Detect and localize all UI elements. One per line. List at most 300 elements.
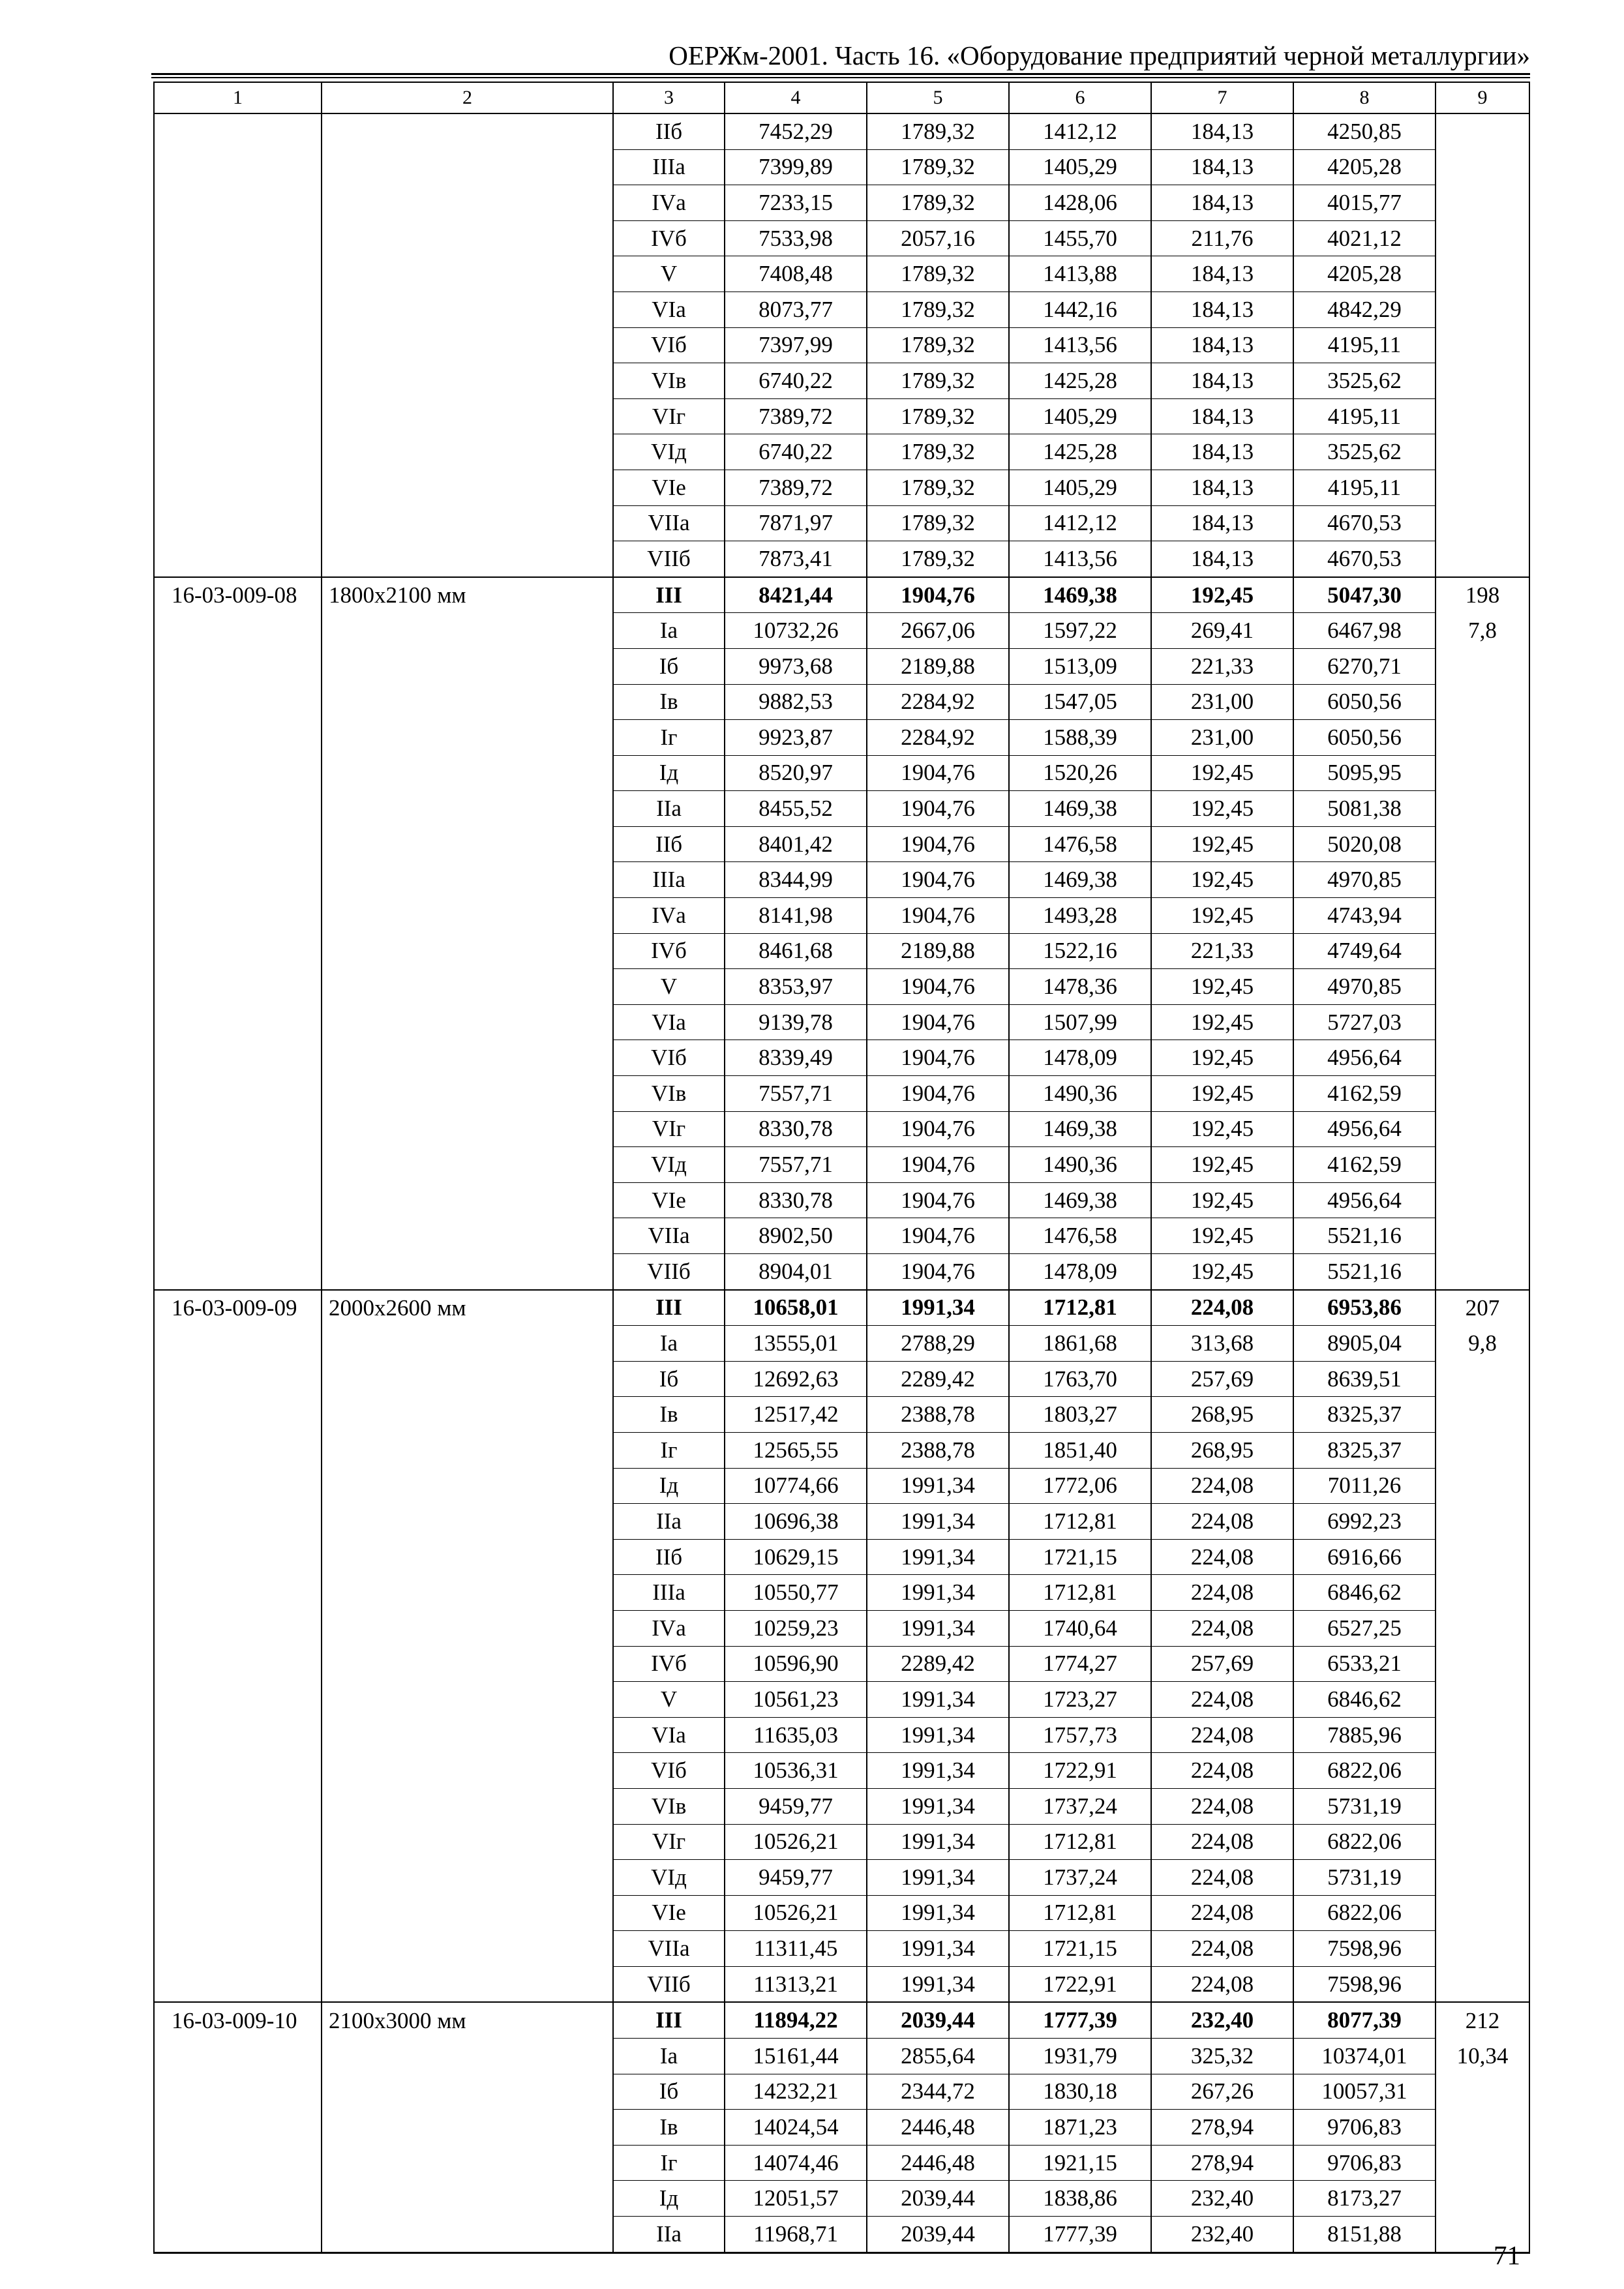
value-cell: 1904,76 bbox=[867, 826, 1009, 862]
code-cell bbox=[154, 898, 322, 934]
table-row bbox=[154, 648, 1529, 684]
value-cell: 7389,72 bbox=[725, 470, 867, 505]
zone-cell: VIIб bbox=[613, 541, 725, 577]
code-cell bbox=[154, 1432, 322, 1468]
value-cell: 1722,91 bbox=[1009, 1753, 1151, 1789]
value-cell: 6846,62 bbox=[1293, 1575, 1436, 1611]
value-cell: 4250,85 bbox=[1293, 113, 1436, 149]
table-row bbox=[154, 149, 1529, 185]
value-cell: 1991,34 bbox=[867, 1895, 1009, 1931]
size-cell bbox=[322, 220, 613, 256]
table-row bbox=[154, 2074, 1529, 2110]
col9-cell bbox=[1436, 1468, 1529, 1504]
value-cell: 1469,38 bbox=[1009, 577, 1151, 613]
table-row bbox=[154, 1182, 1529, 1218]
table-row bbox=[154, 898, 1529, 934]
value-cell: 192,45 bbox=[1151, 969, 1293, 1005]
value-cell: 1991,34 bbox=[867, 1824, 1009, 1860]
col9-cell bbox=[1436, 684, 1529, 720]
col9-cell bbox=[1436, 1504, 1529, 1540]
size-cell bbox=[322, 648, 613, 684]
column-number: 8 bbox=[1293, 82, 1436, 113]
table-row bbox=[154, 1397, 1529, 1433]
value-cell: 1861,68 bbox=[1009, 1326, 1151, 1362]
code-cell bbox=[154, 505, 322, 541]
col9-cell bbox=[1436, 292, 1529, 327]
col9-cell bbox=[1436, 185, 1529, 221]
value-cell: 1757,73 bbox=[1009, 1717, 1151, 1753]
value-cell: 7871,97 bbox=[725, 505, 867, 541]
code-cell bbox=[154, 185, 322, 221]
table-row bbox=[154, 1682, 1529, 1718]
code-cell bbox=[154, 541, 322, 577]
col9-cell: 212 bbox=[1436, 2002, 1529, 2038]
col9-cell bbox=[1436, 898, 1529, 934]
col9-cell: 9,8 bbox=[1436, 1326, 1529, 1362]
value-cell: 10526,21 bbox=[725, 1895, 867, 1931]
zone-cell: VIг bbox=[613, 398, 725, 434]
zone-cell: V bbox=[613, 1682, 725, 1718]
value-cell: 1774,27 bbox=[1009, 1646, 1151, 1682]
size-cell bbox=[322, 1824, 613, 1860]
code-cell bbox=[154, 1966, 322, 2002]
col9-cell bbox=[1436, 826, 1529, 862]
zone-cell: VIа bbox=[613, 1004, 725, 1040]
size-cell bbox=[322, 1610, 613, 1646]
rates-table bbox=[153, 82, 1530, 2254]
table-row bbox=[154, 220, 1529, 256]
table-row bbox=[154, 434, 1529, 470]
value-cell: 5020,08 bbox=[1293, 826, 1436, 862]
table-row bbox=[154, 1040, 1529, 1076]
size-cell bbox=[322, 327, 613, 363]
value-cell: 268,95 bbox=[1151, 1432, 1293, 1468]
value-cell: 4021,12 bbox=[1293, 220, 1436, 256]
value-cell: 192,45 bbox=[1151, 1076, 1293, 1112]
size-cell bbox=[322, 434, 613, 470]
value-cell: 1493,28 bbox=[1009, 898, 1151, 934]
zone-cell: IIа bbox=[613, 1504, 725, 1540]
code-cell bbox=[154, 220, 322, 256]
value-cell: 1991,34 bbox=[867, 1717, 1009, 1753]
value-cell: 1712,81 bbox=[1009, 1504, 1151, 1540]
code-cell bbox=[154, 1397, 322, 1433]
table-row bbox=[154, 1290, 1529, 1326]
value-cell: 9923,87 bbox=[725, 720, 867, 756]
value-cell: 1789,32 bbox=[867, 292, 1009, 327]
value-cell: 1413,56 bbox=[1009, 327, 1151, 363]
value-cell: 192,45 bbox=[1151, 1111, 1293, 1147]
value-cell: 2039,44 bbox=[867, 2217, 1009, 2253]
value-cell: 1904,76 bbox=[867, 1040, 1009, 1076]
value-cell: 7598,96 bbox=[1293, 1931, 1436, 1967]
code-cell bbox=[154, 755, 322, 791]
value-cell: 1904,76 bbox=[867, 1254, 1009, 1290]
value-cell: 184,13 bbox=[1151, 292, 1293, 327]
col9-cell bbox=[1436, 1147, 1529, 1183]
value-cell: 4195,11 bbox=[1293, 398, 1436, 434]
code-cell bbox=[154, 149, 322, 185]
value-cell: 8902,50 bbox=[725, 1218, 867, 1254]
value-cell: 1830,18 bbox=[1009, 2074, 1151, 2110]
table-row bbox=[154, 1468, 1529, 1504]
value-cell: 1522,16 bbox=[1009, 933, 1151, 969]
code-cell bbox=[154, 1646, 322, 1682]
table-row bbox=[154, 684, 1529, 720]
zone-cell: VIд bbox=[613, 1860, 725, 1896]
value-cell: 221,33 bbox=[1151, 648, 1293, 684]
size-cell bbox=[322, 398, 613, 434]
value-cell: 8141,98 bbox=[725, 898, 867, 934]
zone-cell: Iб bbox=[613, 2074, 725, 2110]
value-cell: 6050,56 bbox=[1293, 684, 1436, 720]
value-cell: 9973,68 bbox=[725, 648, 867, 684]
value-cell: 1789,32 bbox=[867, 363, 1009, 399]
value-cell: 1712,81 bbox=[1009, 1824, 1151, 1860]
code-cell bbox=[154, 1004, 322, 1040]
value-cell: 6846,62 bbox=[1293, 1682, 1436, 1718]
col9-cell bbox=[1436, 1218, 1529, 1254]
value-cell: 4956,64 bbox=[1293, 1111, 1436, 1147]
col9-cell bbox=[1436, 1788, 1529, 1824]
size-cell bbox=[322, 2110, 613, 2146]
value-cell: 8639,51 bbox=[1293, 1361, 1436, 1397]
code-cell bbox=[154, 292, 322, 327]
table-row bbox=[154, 1966, 1529, 2002]
value-cell: 1469,38 bbox=[1009, 1111, 1151, 1147]
value-cell: 1712,81 bbox=[1009, 1290, 1151, 1326]
value-cell: 232,40 bbox=[1151, 2181, 1293, 2217]
table-body bbox=[154, 82, 1529, 2252]
size-cell bbox=[322, 541, 613, 577]
value-cell: 8520,97 bbox=[725, 755, 867, 791]
value-cell: 224,08 bbox=[1151, 1931, 1293, 1967]
value-cell: 1412,12 bbox=[1009, 505, 1151, 541]
zone-cell: III bbox=[613, 577, 725, 613]
zone-cell: IVа bbox=[613, 185, 725, 221]
code-cell bbox=[154, 1575, 322, 1611]
size-cell bbox=[322, 1254, 613, 1290]
zone-cell: V bbox=[613, 256, 725, 292]
col9-cell bbox=[1436, 933, 1529, 969]
value-cell: 221,33 bbox=[1151, 933, 1293, 969]
col9-cell bbox=[1436, 256, 1529, 292]
value-cell: 1991,34 bbox=[867, 1682, 1009, 1718]
value-cell: 1904,76 bbox=[867, 1111, 1009, 1147]
col9-cell: 207 bbox=[1436, 1290, 1529, 1326]
table-row bbox=[154, 2002, 1529, 2038]
zone-cell: Iб bbox=[613, 1361, 725, 1397]
zone-cell: VIIб bbox=[613, 1254, 725, 1290]
column-number: 3 bbox=[613, 82, 725, 113]
table-row bbox=[154, 577, 1529, 613]
value-cell: 1772,06 bbox=[1009, 1468, 1151, 1504]
value-cell: 9706,83 bbox=[1293, 2110, 1436, 2146]
value-cell: 224,08 bbox=[1151, 1717, 1293, 1753]
size-cell bbox=[322, 933, 613, 969]
code-cell bbox=[154, 113, 322, 149]
value-cell: 10774,66 bbox=[725, 1468, 867, 1504]
value-cell: 10696,38 bbox=[725, 1504, 867, 1540]
size-cell bbox=[322, 720, 613, 756]
value-cell: 192,45 bbox=[1151, 898, 1293, 934]
value-cell: 7011,26 bbox=[1293, 1468, 1436, 1504]
value-cell: 1904,76 bbox=[867, 791, 1009, 827]
col9-cell bbox=[1436, 1860, 1529, 1896]
value-cell: 224,08 bbox=[1151, 1682, 1293, 1718]
value-cell: 13555,01 bbox=[725, 1326, 867, 1362]
value-cell: 1991,34 bbox=[867, 1575, 1009, 1611]
value-cell: 11968,71 bbox=[725, 2217, 867, 2253]
value-cell: 231,00 bbox=[1151, 720, 1293, 756]
value-cell: 7389,72 bbox=[725, 398, 867, 434]
value-cell: 5727,03 bbox=[1293, 1004, 1436, 1040]
size-cell bbox=[322, 684, 613, 720]
value-cell: 1921,15 bbox=[1009, 2145, 1151, 2181]
table-row bbox=[154, 1539, 1529, 1575]
code-cell bbox=[154, 826, 322, 862]
col9-cell bbox=[1436, 1004, 1529, 1040]
table-row bbox=[154, 113, 1529, 149]
value-cell: 7408,48 bbox=[725, 256, 867, 292]
value-cell: 1425,28 bbox=[1009, 434, 1151, 470]
code-cell bbox=[154, 1682, 322, 1718]
size-cell bbox=[322, 862, 613, 898]
value-cell: 1476,58 bbox=[1009, 826, 1151, 862]
code-cell bbox=[154, 1824, 322, 1860]
value-cell: 2388,78 bbox=[867, 1397, 1009, 1433]
value-cell: 1737,24 bbox=[1009, 1860, 1151, 1896]
zone-cell: IIIа bbox=[613, 149, 725, 185]
value-cell: 1737,24 bbox=[1009, 1788, 1151, 1824]
size-cell bbox=[322, 505, 613, 541]
value-cell: 8455,52 bbox=[725, 791, 867, 827]
code-cell: 16-03-009-10 bbox=[154, 2002, 322, 2038]
size-cell: 2000х2600 мм bbox=[322, 1290, 613, 1326]
zone-cell: Iв bbox=[613, 1397, 725, 1433]
value-cell: 192,45 bbox=[1151, 826, 1293, 862]
value-cell: 313,68 bbox=[1151, 1326, 1293, 1362]
col9-cell bbox=[1436, 470, 1529, 505]
code-cell bbox=[154, 2074, 322, 2110]
col9-cell bbox=[1436, 2181, 1529, 2217]
value-cell: 1904,76 bbox=[867, 1218, 1009, 1254]
value-cell: 184,13 bbox=[1151, 398, 1293, 434]
col9-cell bbox=[1436, 541, 1529, 577]
table-row bbox=[154, 470, 1529, 505]
value-cell: 5521,16 bbox=[1293, 1218, 1436, 1254]
zone-cell: VIе bbox=[613, 1895, 725, 1931]
size-cell: 2100х3000 мм bbox=[322, 2002, 613, 2038]
zone-cell: VIб bbox=[613, 1040, 725, 1076]
value-cell: 10259,23 bbox=[725, 1610, 867, 1646]
zone-cell: VIе bbox=[613, 1182, 725, 1218]
zone-cell: Iб bbox=[613, 648, 725, 684]
size-cell bbox=[322, 256, 613, 292]
value-cell: 12565,55 bbox=[725, 1432, 867, 1468]
col9-cell bbox=[1436, 1753, 1529, 1789]
value-cell: 1991,34 bbox=[867, 1468, 1009, 1504]
value-cell: 7873,41 bbox=[725, 541, 867, 577]
value-cell: 192,45 bbox=[1151, 791, 1293, 827]
zone-cell: IIа bbox=[613, 791, 725, 827]
value-cell: 1789,32 bbox=[867, 398, 1009, 434]
code-cell: 16-03-009-08 bbox=[154, 577, 322, 613]
value-cell: 224,08 bbox=[1151, 1753, 1293, 1789]
value-cell: 1991,34 bbox=[867, 1966, 1009, 2002]
value-cell: 8339,49 bbox=[725, 1040, 867, 1076]
size-cell bbox=[322, 1147, 613, 1183]
table-row bbox=[154, 327, 1529, 363]
column-number: 1 bbox=[154, 82, 322, 113]
zone-cell: VIе bbox=[613, 470, 725, 505]
zone-cell: VIIа bbox=[613, 505, 725, 541]
col9-cell bbox=[1436, 1432, 1529, 1468]
value-cell: 1547,05 bbox=[1009, 684, 1151, 720]
value-cell: 268,95 bbox=[1151, 1397, 1293, 1433]
value-cell: 1405,29 bbox=[1009, 149, 1151, 185]
value-cell: 6533,21 bbox=[1293, 1646, 1436, 1682]
col9-cell bbox=[1436, 1254, 1529, 1290]
col9-cell bbox=[1436, 1182, 1529, 1218]
value-cell: 1455,70 bbox=[1009, 220, 1151, 256]
value-cell: 257,69 bbox=[1151, 1646, 1293, 1682]
value-cell: 6822,06 bbox=[1293, 1753, 1436, 1789]
table-row bbox=[154, 1788, 1529, 1824]
code-cell bbox=[154, 2039, 322, 2074]
code-cell bbox=[154, 684, 322, 720]
value-cell: 278,94 bbox=[1151, 2110, 1293, 2146]
zone-cell: Iд bbox=[613, 2181, 725, 2217]
table-row bbox=[154, 1575, 1529, 1611]
table-row bbox=[154, 755, 1529, 791]
value-cell: 1789,32 bbox=[867, 541, 1009, 577]
value-cell: 1871,23 bbox=[1009, 2110, 1151, 2146]
value-cell: 2284,92 bbox=[867, 684, 1009, 720]
value-cell: 1991,34 bbox=[867, 1860, 1009, 1896]
col9-cell bbox=[1436, 2074, 1529, 2110]
size-cell bbox=[322, 1004, 613, 1040]
value-cell: 2446,48 bbox=[867, 2145, 1009, 2181]
value-cell: 192,45 bbox=[1151, 1218, 1293, 1254]
table-row bbox=[154, 720, 1529, 756]
value-cell: 12051,57 bbox=[725, 2181, 867, 2217]
value-cell: 4162,59 bbox=[1293, 1147, 1436, 1183]
value-cell: 12692,63 bbox=[725, 1361, 867, 1397]
value-cell: 184,13 bbox=[1151, 113, 1293, 149]
table-row bbox=[154, 613, 1529, 649]
value-cell: 232,40 bbox=[1151, 2217, 1293, 2253]
value-cell: 7233,15 bbox=[725, 185, 867, 221]
value-cell: 1991,34 bbox=[867, 1753, 1009, 1789]
value-cell: 1763,70 bbox=[1009, 1361, 1151, 1397]
size-cell bbox=[322, 1432, 613, 1468]
zone-cell: VIIа bbox=[613, 1218, 725, 1254]
page-header: ОЕРЖм-2001. Часть 16. «Оборудование предприятий черной металлургии» bbox=[669, 40, 1530, 70]
table-row bbox=[154, 505, 1529, 541]
size-cell bbox=[322, 185, 613, 221]
col9-cell bbox=[1436, 327, 1529, 363]
value-cell: 1789,32 bbox=[867, 185, 1009, 221]
zone-cell: VIа bbox=[613, 1717, 725, 1753]
value-cell: 184,13 bbox=[1151, 256, 1293, 292]
value-cell: 7557,71 bbox=[725, 1147, 867, 1183]
value-cell: 1789,32 bbox=[867, 256, 1009, 292]
code-cell bbox=[154, 1326, 322, 1362]
value-cell: 257,69 bbox=[1151, 1361, 1293, 1397]
col9-cell bbox=[1436, 2145, 1529, 2181]
value-cell: 1425,28 bbox=[1009, 363, 1151, 399]
value-cell: 1520,26 bbox=[1009, 755, 1151, 791]
value-cell: 4195,11 bbox=[1293, 470, 1436, 505]
col9-cell bbox=[1436, 720, 1529, 756]
code-cell bbox=[154, 1753, 322, 1789]
value-cell: 8421,44 bbox=[725, 577, 867, 613]
value-cell: 1412,12 bbox=[1009, 113, 1151, 149]
size-cell bbox=[322, 1966, 613, 2002]
column-number: 6 bbox=[1009, 82, 1151, 113]
col9-cell bbox=[1436, 220, 1529, 256]
value-cell: 4842,29 bbox=[1293, 292, 1436, 327]
code-cell bbox=[154, 1040, 322, 1076]
page-number: 71 bbox=[1494, 2240, 1520, 2270]
value-cell: 231,00 bbox=[1151, 684, 1293, 720]
col9-cell bbox=[1436, 1361, 1529, 1397]
value-cell: 6467,98 bbox=[1293, 613, 1436, 649]
code-cell bbox=[154, 2110, 322, 2146]
table-row bbox=[154, 1076, 1529, 1112]
value-cell: 8325,37 bbox=[1293, 1432, 1436, 1468]
code-cell bbox=[154, 1504, 322, 1540]
col9-cell bbox=[1436, 1040, 1529, 1076]
value-cell: 1513,09 bbox=[1009, 648, 1151, 684]
value-cell: 1712,81 bbox=[1009, 1575, 1151, 1611]
size-cell bbox=[322, 2039, 613, 2074]
value-cell: 325,32 bbox=[1151, 2039, 1293, 2074]
value-cell: 2289,42 bbox=[867, 1646, 1009, 1682]
value-cell: 2344,72 bbox=[867, 2074, 1009, 2110]
size-cell bbox=[322, 1860, 613, 1896]
table-row bbox=[154, 2039, 1529, 2074]
value-cell: 224,08 bbox=[1151, 1895, 1293, 1931]
value-cell: 5521,16 bbox=[1293, 1254, 1436, 1290]
value-cell: 4015,77 bbox=[1293, 185, 1436, 221]
col9-cell bbox=[1436, 1682, 1529, 1718]
zone-cell: III bbox=[613, 1290, 725, 1326]
value-cell: 1721,15 bbox=[1009, 1931, 1151, 1967]
value-cell: 9459,77 bbox=[725, 1788, 867, 1824]
value-cell: 8173,27 bbox=[1293, 2181, 1436, 2217]
value-cell: 15161,44 bbox=[725, 2039, 867, 2074]
zone-cell: Iд bbox=[613, 1468, 725, 1504]
code-cell bbox=[154, 1717, 322, 1753]
value-cell: 1851,40 bbox=[1009, 1432, 1151, 1468]
value-cell: 1904,76 bbox=[867, 577, 1009, 613]
col9-cell bbox=[1436, 791, 1529, 827]
value-cell: 1991,34 bbox=[867, 1931, 1009, 1967]
size-cell bbox=[322, 613, 613, 649]
col9-cell: 198 bbox=[1436, 577, 1529, 613]
col9-cell bbox=[1436, 969, 1529, 1005]
value-cell: 8904,01 bbox=[725, 1254, 867, 1290]
code-cell bbox=[154, 2217, 322, 2253]
value-cell: 6527,25 bbox=[1293, 1610, 1436, 1646]
value-cell: 10550,77 bbox=[725, 1575, 867, 1611]
code-cell bbox=[154, 1218, 322, 1254]
value-cell: 1789,32 bbox=[867, 470, 1009, 505]
table-row bbox=[154, 1824, 1529, 1860]
value-cell: 1722,91 bbox=[1009, 1966, 1151, 2002]
